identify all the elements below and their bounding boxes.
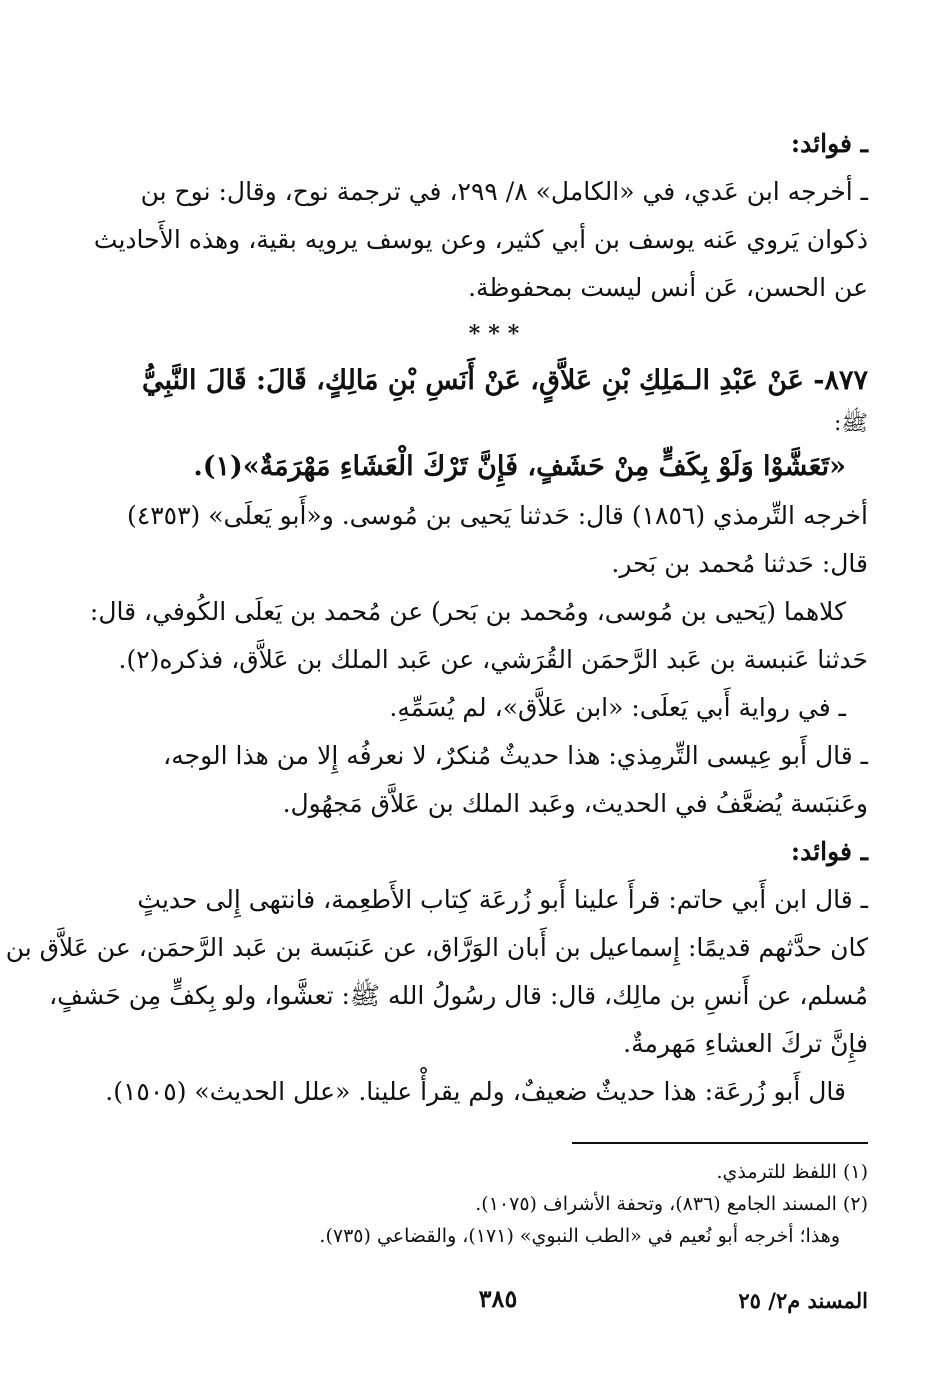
text-line: ـ قال ابن أَبي حاتم: قرأَ علينا أَبو زُرعَة كِتاب الأَطعِمة، فانتهى إِلى حديثٍ — [137, 885, 868, 914]
text-line: كلاهما (يَحيى بن مُوسى، ومُحمد بن بَحر) عن مُحمد بن يَعلَى الكُوفي، قال: — [89, 597, 846, 626]
text-line: مُسلم، عن أَنسِ بن مالِك، قال: قال رسُولُ الله ﷺ: تعشَّوا، ولو بِكفٍّ مِن حَشفٍ، — [49, 981, 868, 1010]
text-line: ـ أخرجه ابن عَدي، في «الكامل» ٨/ ٢٩٩، في ترجمة نوح، وقال: نوح بن — [140, 177, 868, 206]
footnote-1: (١) اللفظ للترمذي. — [716, 1161, 868, 1183]
footnotes — [128, 1156, 868, 1252]
text-line: عن الحسن، عَن أنس ليست بمحفوظة. — [468, 273, 868, 302]
text-line: ذكوان يَروي عَنه يوسف بن أبي كثير، وعن يوسف يرويه بقية، وهذه الأَحاديث — [93, 225, 868, 254]
footnote-2-continued: وهذا؛ أخرجه أبو نُعيم في «الطب النبوي» (١٧١)، والقضاعي (٧٣٥). — [319, 1225, 840, 1247]
hadith-matn: «تَعَشَّوْا وَلَوْ بِكَفٍّ مِنْ حَشَفٍ، فَإِنَّ تَرْكَ الْعَشَاءِ مَهْرَمَةٌ»(١). — [193, 451, 846, 482]
text-line: ـ قال أَبو عِيسى التِّرمِذي: هذا حديثٌ مُنكرٌ، لا نعرفُه إِلا من هذا الوجه، — [163, 741, 868, 770]
text-line: فإِنَّ تركَ العشاءِ مَهرمةٌ. — [623, 1029, 868, 1058]
text-line: أخرجه التِّرمذي (١٨٥٦) قال: حَدثنا يَحيى بن مُوسى. و«أَبو يَعلَى» (٤٣٥٣) — [127, 501, 868, 530]
benefits-heading-1: ـ فوائد: — [790, 129, 868, 158]
text-line: حَدثنا عَنبسة بن عَبد الرَّحمَن القُرَشي، عن عَبد الملك بن عَلاَّق، فذكره(٢). — [118, 645, 868, 674]
footnote-2: (٢) المسند الجامع (٨٣٦)، وتحفة الأشراف (١٠٧٥). — [475, 1193, 868, 1215]
text-line: قال أَبو زُرعَة: هذا حديثٌ ضعيفٌ، ولم يقرأْ علينا. «علل الحديث» (١٥٠٥). — [105, 1077, 846, 1106]
text-line: وعَنبَسة يُضعَّفُ في الحديث، وعَبد الملك بن عَلاَّق مَجهُول. — [282, 789, 868, 818]
text-line: ـ في رواية أَبي يَعلَى: «ابن عَلاَّق»، لم يُسَمِّهِ. — [389, 693, 846, 722]
running-head: المسند م٢/ ٢٥ — [738, 1288, 868, 1313]
section-separator: *** — [468, 321, 528, 347]
hadith-isnad: ٨٧٧- عَنْ عَبْدِ الـمَلِكِ بْنِ عَلاَّقٍ، عَنْ أَنَسِ بْنِ مَالِكٍ، قَالَ: قَالَ النَّبِيُّ — [141, 365, 868, 396]
text-line: قال: حَدثنا مُحمد بن بَحر. — [611, 549, 868, 578]
benefits-heading-2: ـ فوائد: — [790, 837, 868, 866]
text-line: كان حدَّثهم قديمًا: إِسماعيل بن أَبان الوَرَّاق، عن عَنبَسة بن عَبد الرَّحمَن، عن عَلاَّق بن — [5, 933, 868, 962]
footnote-divider — [572, 1142, 868, 1144]
page-footer — [128, 1284, 868, 1324]
page-body — [5, 120, 868, 1116]
page-number: ٣٨٥ — [478, 1284, 518, 1313]
salutation-glyph: ﷺ: — [834, 411, 868, 436]
